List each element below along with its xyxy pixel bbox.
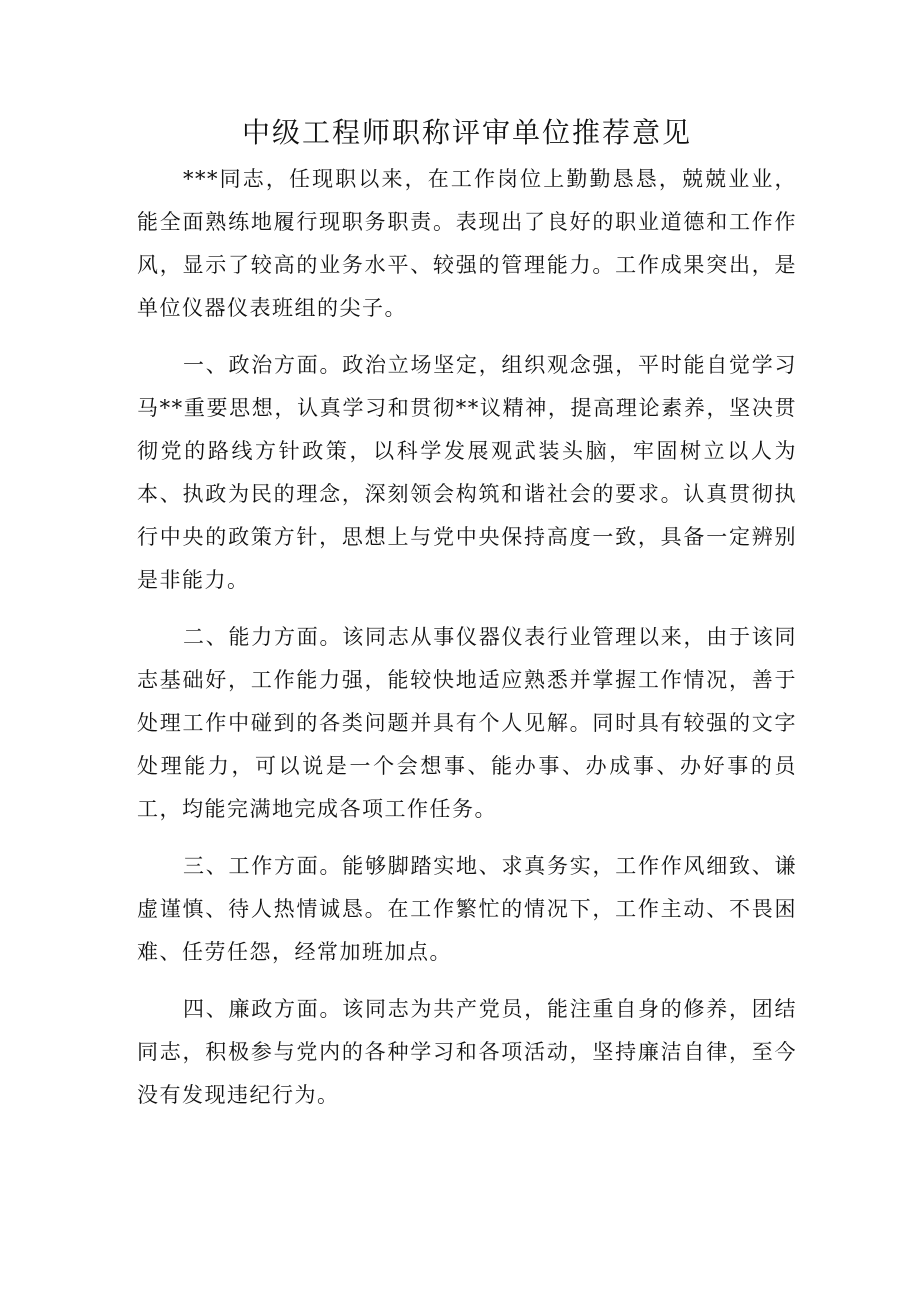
paragraph-work: 三、工作方面。能够脚踏实地、求真务实，工作作风细致、谦虚谨慎、待人热情诚恳。在工作繁忙的情况下，工作主动、不畏困难、任劳任怨，经常加班加点。 bbox=[137, 854, 797, 964]
document-title: 中级工程师职称评审单位推荐意见 bbox=[241, 116, 692, 149]
paragraph-political: 一、政治方面。政治立场坚定，组织观念强，平时能自觉学习马**重要思想，认真学习和贯彻**议精神，提高理论素养，坚决贯彻党的路线方针政策，以科学发展观武装头脑，牢固树立以人为本、执政为民的理念，深刻领会构筑和谐社会的要求。认真贯彻执行中央的政策方针，思想上与党中央保持高度一致，具备一定辨别是非能力。 bbox=[137, 353, 797, 592]
paragraph-ability: 二、能力方面。该同志从事仪器仪表行业管理以来，由于该同志基础好，工作能力强，能较快地适应熟悉并掌握工作情况，善于处理工作中碰到的各类问题并具有个人见解。同时具有较强的文字处理能力，可以说是一个会想事、能办事、办成事、办好事的员工，均能完满地完成各项工作任务。 bbox=[137, 625, 797, 821]
document-body bbox=[137, 110, 797, 1131]
paragraph-intro: ***同志，任现职以来，在工作岗位上勤勤恳恳，兢兢业业，能全面熟练地履行现职务职责。表现出了良好的职业道德和工作作风，显示了较高的业务水平、较强的管理能力。工作成果突出，是单位仪器仪表班组的尖子。 bbox=[137, 167, 797, 320]
paragraph-integrity: 四、廉政方面。该同志为共产党员，能注重自身的修养，团结同志，积极参与党内的各种学习和各项活动，坚持廉洁自律，至今没有发现违纪行为。 bbox=[137, 997, 797, 1107]
